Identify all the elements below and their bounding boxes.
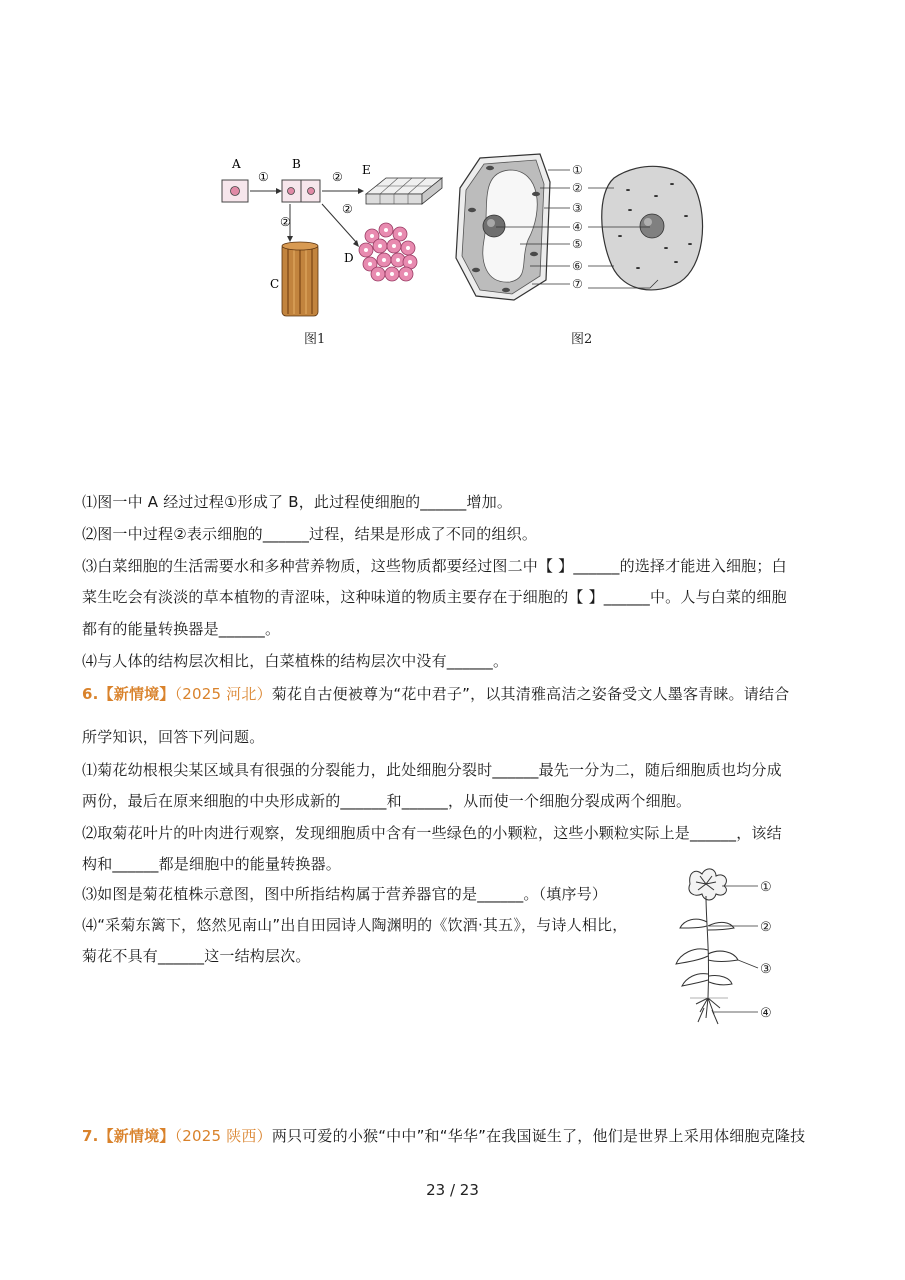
q5-line-1: ⑴图一中 A 经过过程①形成了 B，此过程使细胞的______增加。	[82, 493, 513, 511]
q6-stem-text: 菊花自古便被尊为“花中君子”，以其清雅高洁之姿备受文人墨客青睐。请结合	[271, 685, 790, 703]
svg-text:②: ②	[332, 170, 343, 184]
chrysanthemum-plant-figure	[660, 862, 790, 1032]
q7-source: （2025 陕西）	[174, 1127, 272, 1145]
fig1-caption: 图1	[304, 332, 326, 347]
fig2-label-7: ⑦	[572, 277, 583, 291]
q5-line-2: ⑵图一中过程②表示细胞的______过程，结果是形成了不同的组织。	[82, 525, 538, 543]
plant-label-3: ③	[760, 962, 772, 977]
q5-line-4: 菜生吃会有淡淡的草本植物的青涩味，这种味道的物质主要存在于细胞的【 】______中。人与白菜的细胞	[82, 588, 787, 606]
q6-line-7: 菊花不具有______这一结构层次。	[82, 947, 311, 965]
q6-line-1: ⑴菊花幼根根尖某区域具有很强的分裂能力，此处细胞分裂时______最先一分为二，随后细胞质也均分成	[82, 761, 782, 779]
q6-number: 6.	[82, 685, 99, 703]
fig2-label-3: ③	[572, 201, 583, 215]
fig1-label-c: C	[270, 277, 280, 291]
q6-line-5: ⑶如图是菊花植株示意图，图中所指结构属于营养器官的是______。（填序号）	[82, 885, 608, 903]
fig2-animal-cell	[602, 166, 703, 290]
q5-line-5: 都有的能量转换器是______。	[82, 620, 281, 638]
fig2-label-6: ⑥	[572, 259, 583, 273]
fig1-label-e: E	[362, 163, 371, 177]
fig2-label-4: ④	[572, 220, 583, 234]
flower-icon	[689, 869, 727, 900]
q6-line-3: ⑵取菊花叶片的叶肉进行观察，发现细胞质中含有一些绿色的小颗粒，这些小颗粒实际上是______，该结	[82, 824, 782, 842]
q6-line-6: ⑷“采菊东篱下，悠然见南山”出自田园诗人陶渊明的《饮酒·其五》，与诗人相比，	[82, 916, 628, 934]
plant-label-2: ②	[760, 920, 772, 935]
fig2-label-5: ⑤	[572, 237, 583, 251]
fig1-label-d: D	[344, 251, 354, 265]
plant-label-1: ①	[760, 880, 772, 895]
page-number: 23 / 23	[426, 1181, 479, 1199]
q6-stem-line2: 所学知识，回答下列问题。	[82, 728, 265, 746]
fig2-label-1: ①	[572, 163, 583, 177]
fig2-caption: 图2	[571, 332, 593, 347]
fig1-tissue-e	[366, 178, 442, 204]
svg-text:②: ②	[342, 202, 353, 216]
fig1-step1-label: ①	[258, 170, 269, 184]
fig1-tissue-d	[359, 223, 417, 281]
q6-stem	[82, 684, 789, 704]
q7-number: 7.	[82, 1127, 99, 1145]
fig1-tissue-c	[282, 242, 318, 316]
fig1-label-a: A	[232, 157, 241, 171]
q5-line-6: ⑷与人体的结构层次相比，白菜植株的结构层次中没有______。	[82, 652, 509, 670]
q6-source: （2025 河北）	[174, 685, 272, 703]
q6-tag: 【新情境】	[98, 685, 175, 703]
q5-line-3: ⑶白菜细胞的生活需要水和多种营养物质，这些物质都要经过图二中【 】______的选择才能进入细胞；白	[82, 557, 787, 575]
q7-tag: 【新情境】	[98, 1127, 175, 1145]
q6-line-2: 两份，最后在原来细胞的中央形成新的______和______，从而使一个细胞分裂成两个细胞。	[82, 792, 692, 810]
q7-stem-text: 两只可爱的小猴“中中”和“华华”在我国诞生了，他们是世界上采用体细胞克隆技	[271, 1127, 806, 1145]
fig2-label-2: ②	[572, 181, 583, 195]
q7-stem	[82, 1126, 805, 1146]
q6-line-4: 构和______都是细胞中的能量转换器。	[82, 855, 342, 873]
svg-text:②: ②	[280, 215, 291, 229]
fig1-label-b: B	[292, 157, 301, 171]
plant-label-4: ④	[760, 1006, 772, 1021]
cell-figures	[210, 150, 710, 350]
